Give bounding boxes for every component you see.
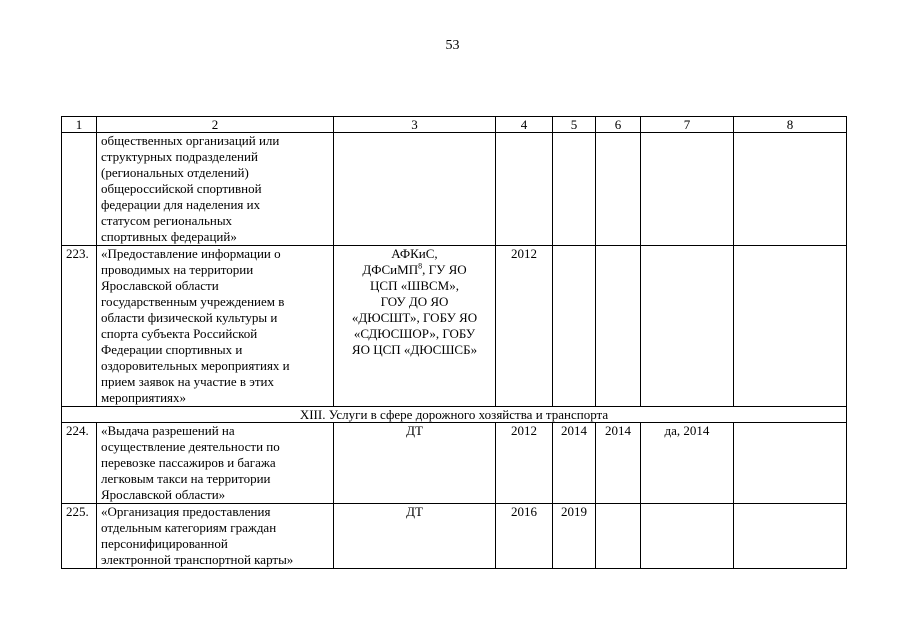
column-header-4: 4 bbox=[496, 117, 553, 133]
row-number: 224. bbox=[62, 423, 97, 504]
cell-col5: 2019 bbox=[553, 504, 596, 569]
cell-col6: 2014 bbox=[596, 423, 641, 504]
table-row-continuation bbox=[62, 133, 847, 246]
executor: ДТ bbox=[334, 504, 496, 569]
service-name: «Организация предоставления отдельным категориям граждан персонифицированной электронной транспортной карты» bbox=[97, 504, 334, 569]
cell-col5: 2014 bbox=[553, 423, 596, 504]
table-row-223 bbox=[62, 246, 847, 407]
column-header-5: 5 bbox=[553, 117, 596, 133]
cell-col8 bbox=[734, 133, 847, 246]
section-heading: XIII. Услуги в сфере дорожного хозяйства и транспорта bbox=[62, 407, 847, 423]
cell-col8 bbox=[734, 246, 847, 407]
cell-col4: 2012 bbox=[496, 423, 553, 504]
column-header-7: 7 bbox=[641, 117, 734, 133]
cell-col7 bbox=[641, 133, 734, 246]
cell-col6 bbox=[596, 246, 641, 407]
column-header-2: 2 bbox=[97, 117, 334, 133]
column-header-8: 8 bbox=[734, 117, 847, 133]
service-name: «Предоставление информации о проводимых на территории Ярославской области государственным учреждением в области физической культуры и спорта субъекта Российской Федерации спортивных и оздоровительных мероприятиях и прием заявок на участие в этих мероприятиях» bbox=[97, 246, 334, 407]
cell-col6 bbox=[596, 133, 641, 246]
cell-col4: 2016 bbox=[496, 504, 553, 569]
table-row-224 bbox=[62, 423, 847, 504]
service-name: общественных организаций или структурных подразделений (региональных отделений) общероссийской спортивной федерации для наделения их статусом региональных спортивных федераций» bbox=[97, 133, 334, 246]
cell-col8 bbox=[734, 504, 847, 569]
service-name: «Выдача разрешений на осуществление деятельности по перевозке пассажиров и багажа легковым такси на территории Ярославской области» bbox=[97, 423, 334, 504]
cell-col6 bbox=[596, 504, 641, 569]
row-number bbox=[62, 133, 97, 246]
section-heading-row bbox=[62, 407, 847, 423]
row-number: 223. bbox=[62, 246, 97, 407]
row-number: 225. bbox=[62, 504, 97, 569]
executor bbox=[334, 133, 496, 246]
column-header-6: 6 bbox=[596, 117, 641, 133]
column-header-3: 3 bbox=[334, 117, 496, 133]
executor bbox=[334, 246, 496, 407]
cell-col7: да, 2014 bbox=[641, 423, 734, 504]
cell-col4: 2012 bbox=[496, 246, 553, 407]
executor-part-2: , ГУ ЯО ЦСП «ШВСМ», ГОУ ДО ЯО «ДЮСШТ», ГОБУ ЯО «СДЮСШОР», ГОБУ ЯО ЦСП «ДЮСШСБ» bbox=[351, 262, 478, 357]
page-number: 53 bbox=[445, 38, 460, 53]
cell-col5 bbox=[553, 246, 596, 407]
footnote-marker: 8 bbox=[418, 261, 423, 271]
cell-col7 bbox=[641, 246, 734, 407]
table-row-225 bbox=[62, 504, 847, 569]
table-header-row bbox=[62, 117, 847, 133]
column-header-1: 1 bbox=[62, 117, 97, 133]
cell-col8 bbox=[734, 423, 847, 504]
cell-col7 bbox=[641, 504, 734, 569]
executor-part-1: АФКиС, ДФСиМП bbox=[362, 246, 438, 277]
executor: ДТ bbox=[334, 423, 496, 504]
cell-col4 bbox=[496, 133, 553, 246]
cell-col5 bbox=[553, 133, 596, 246]
services-table bbox=[61, 116, 847, 569]
